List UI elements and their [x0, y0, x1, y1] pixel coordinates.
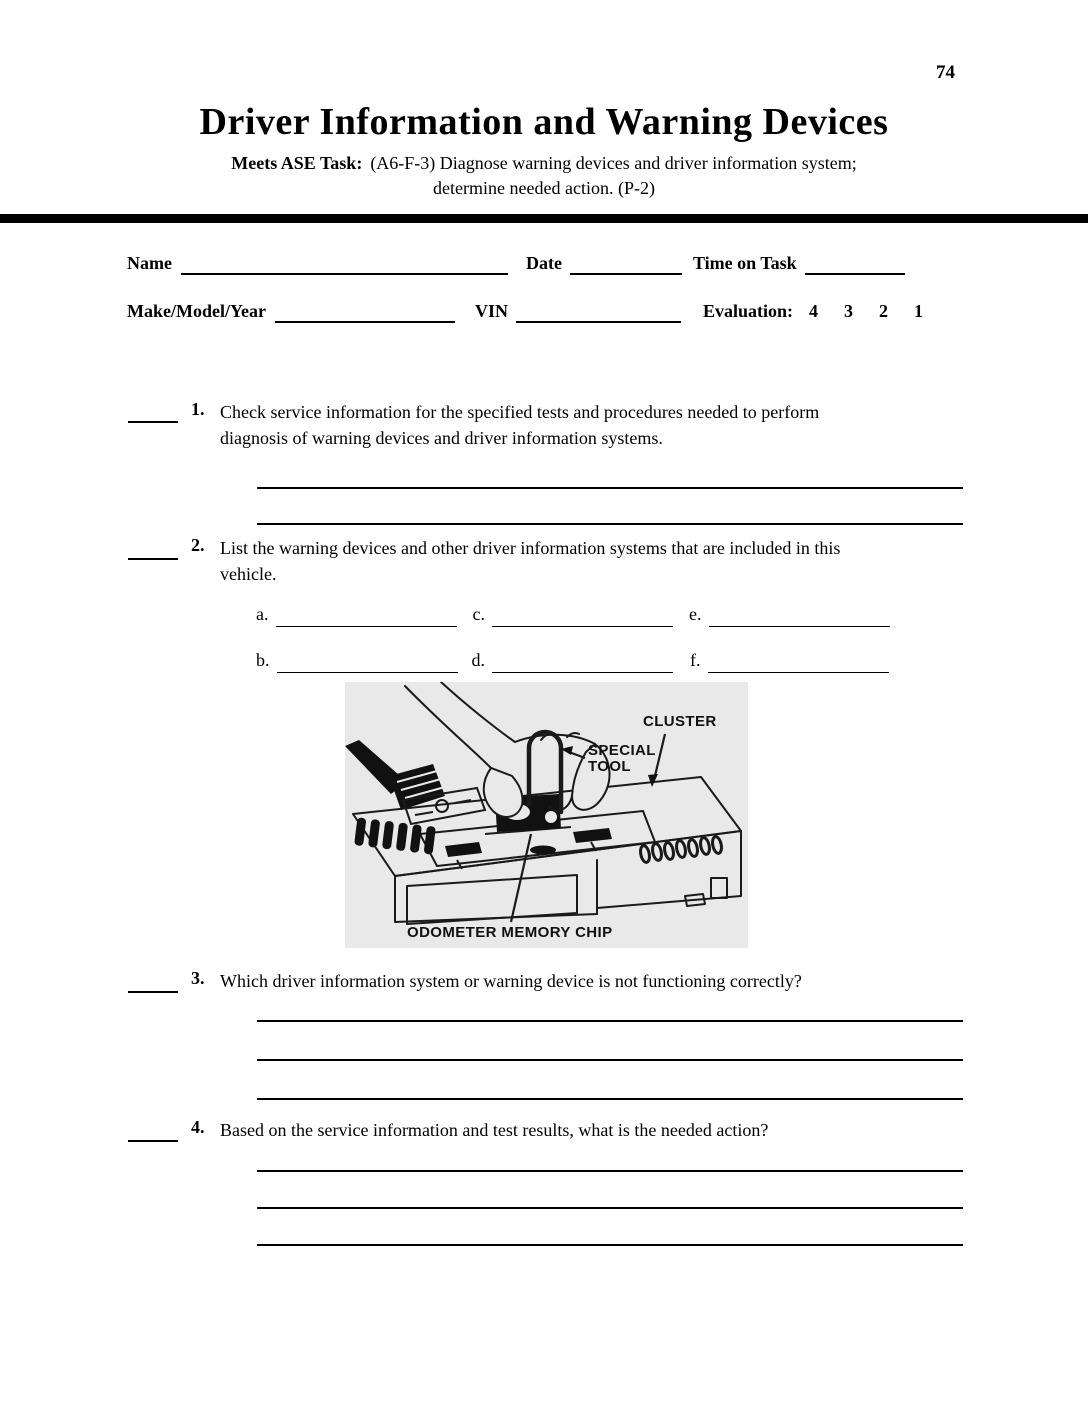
- evaluation-score-3: 3: [844, 301, 854, 321]
- name-blank: [181, 253, 508, 275]
- ase-task-label: Meets ASE Task:: [231, 153, 363, 173]
- subitem-e-label: e.: [689, 604, 702, 624]
- subitem-b-label: b.: [256, 650, 270, 670]
- subitem-c-blank: [492, 602, 673, 627]
- page-title: Driver Information and Warning Devices: [199, 101, 889, 143]
- question-2-status-blank: [128, 537, 178, 560]
- subitem-d-label: d.: [471, 650, 485, 670]
- date-label: Date: [525, 253, 562, 273]
- header-divider: [0, 214, 1088, 223]
- question-3-status-blank: [128, 970, 178, 993]
- form-row-2: [127, 299, 923, 323]
- subitem-b-blank: [277, 648, 458, 673]
- date-blank: [570, 253, 682, 275]
- ase-task-line1: [0, 153, 1088, 174]
- ase-task-line2: determine needed action. (P-2): [433, 178, 655, 198]
- question-2-text-line1: List the warning devices and other driver information systems that are included in this: [220, 538, 841, 558]
- question-1-answer-line: [257, 501, 963, 525]
- question-3-answer-line: [257, 1037, 963, 1061]
- vin-label: VIN: [474, 301, 508, 321]
- vin-blank: [516, 301, 681, 323]
- question-4-number: 4.: [191, 1117, 205, 1137]
- evaluation-label: Evaluation:: [702, 301, 794, 321]
- time-on-task-blank: [805, 253, 905, 275]
- question-4-answer-line: [257, 1222, 963, 1246]
- evaluation-score-4: 4: [809, 301, 819, 321]
- page-number: 74: [936, 62, 955, 83]
- question-2-text-line2: vehicle.: [220, 564, 277, 584]
- subitem-a-label: a.: [256, 604, 269, 624]
- evaluation-score-1: 1: [914, 301, 924, 321]
- question-2-subitems-row1: [256, 601, 890, 627]
- question-2-number: 2.: [191, 535, 205, 555]
- subitem-f-label: f.: [690, 650, 701, 670]
- question-3-number: 3.: [191, 968, 205, 988]
- subitem-e-blank: [709, 602, 890, 627]
- question-4-answer-line: [257, 1148, 963, 1172]
- time-on-task-label: Time on Task: [692, 253, 797, 273]
- cluster-figure-label: CLUSTER: [643, 713, 717, 730]
- question-1-status-blank: [128, 400, 178, 423]
- question-4-text-line1: Based on the service information and test results, what is the needed action?: [220, 1120, 769, 1140]
- odometer-memory-chip-figure-label: ODOMETER MEMORY CHIP: [407, 924, 613, 941]
- make-model-year-label: Make/Model/Year: [127, 301, 266, 321]
- wiring-connector-art: [345, 740, 445, 810]
- question-1-text-line1: Check service information for the specified tests and procedures needed to perform: [220, 402, 820, 422]
- subitem-a-blank: [276, 602, 457, 627]
- question-3-answer-line: [257, 1076, 963, 1100]
- form-row-1: [127, 251, 905, 275]
- subitem-d-blank: [492, 648, 673, 673]
- question-2-subitems-row2: [256, 647, 889, 673]
- name-label: Name: [127, 253, 172, 273]
- cluster-tool-figure: [345, 682, 748, 948]
- special-tool-figure-label: SPECIAL TOOL: [588, 742, 656, 775]
- subitem-f-blank: [708, 648, 889, 673]
- evaluation-score-2: 2: [879, 301, 889, 321]
- question-1-answer-line: [257, 465, 963, 489]
- make-model-year-blank: [275, 301, 455, 323]
- question-4-answer-line: [257, 1185, 963, 1209]
- subitem-c-label: c.: [472, 604, 485, 624]
- ase-task-text: (A6-F-3) Diagnose warning devices and driver information system;: [370, 153, 857, 173]
- question-3-answer-line: [257, 998, 963, 1022]
- question-3-text-line1: Which driver information system or warning device is not functioning correctly?: [220, 971, 802, 991]
- question-1-text-line2: diagnosis of warning devices and driver information systems.: [220, 428, 663, 448]
- question-1-number: 1.: [191, 399, 205, 419]
- question-4-status-blank: [128, 1119, 178, 1142]
